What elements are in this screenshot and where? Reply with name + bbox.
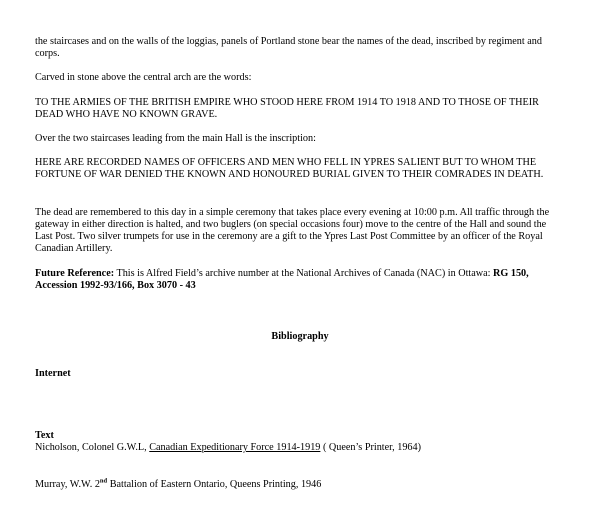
reference-nicholson-title: Canadian Expeditionary Force 1914-1919 (149, 442, 321, 453)
paragraph-staircases-intro: Over the two staircases leading from the main Hall is the inscription: (35, 133, 316, 144)
internet-heading: Internet (35, 368, 71, 379)
inscription-ypres-salient: HERE ARE RECORDED NAMES OF OFFICERS AND MEN WHO FELL IN YPRES SALIENT BUT TO WHOM THE FORTUNE OF WAR DENIED THE KNOWN AND HONOURED BURIAL GIVEN TO THEIR COMRADES IN DEATH. (35, 157, 544, 180)
bibliography-heading: Bibliography (271, 331, 329, 342)
inscription-armies: TO THE ARMIES OF THE BRITISH EMPIRE WHO STOOD HERE FROM 1914 TO 1918 AND TO THOSE OF THEIR DEAD WHO HAVE NO KNOWN GRAVE. (35, 97, 539, 120)
paragraph-loggias: the staircases and on the walls of the loggias, panels of Portland stone bear the names of the dead, inscribed by regiment and corps. (35, 36, 542, 59)
future-reference-label: Future Reference: (35, 268, 115, 279)
ordinal-suffix: nd (99, 477, 108, 485)
paragraph-last-post: The dead are remembered to this day in a simple ceremony that takes place every evening at 10:00 p.m. All traffic through the gateway in either direction is halted, and two buglers (on special occasions four) move to the centre of the Hall and sound the Last Post. Two silver trumpets for use in the ceremony are a gift to the Ypres Last Post Committee by an officer of the Royal Canadian Artillery. (35, 207, 550, 254)
paragraph-carved-intro: Carved in stone above the central arch are the words: (35, 72, 252, 83)
text-heading: Text (35, 430, 54, 441)
reference-murray: Murray, W.W. 2nd Battalion of Eastern Ontario, Queens Printing, 1946 (35, 477, 322, 490)
future-reference-archive-number: RG 150, Accession 1992-93/166, Box 3070 - 43 (35, 268, 529, 291)
future-reference-text: This is Alfred Field’s archive number at the National Archives of Canada (NAC) in Ottawa: (114, 268, 494, 279)
reference-nicholson: Nicholson, Colonel G.W.L, Canadian Expeditionary Force 1914-1919 ( Queen’s Printer, 1964) (35, 442, 422, 453)
future-reference (35, 268, 565, 292)
